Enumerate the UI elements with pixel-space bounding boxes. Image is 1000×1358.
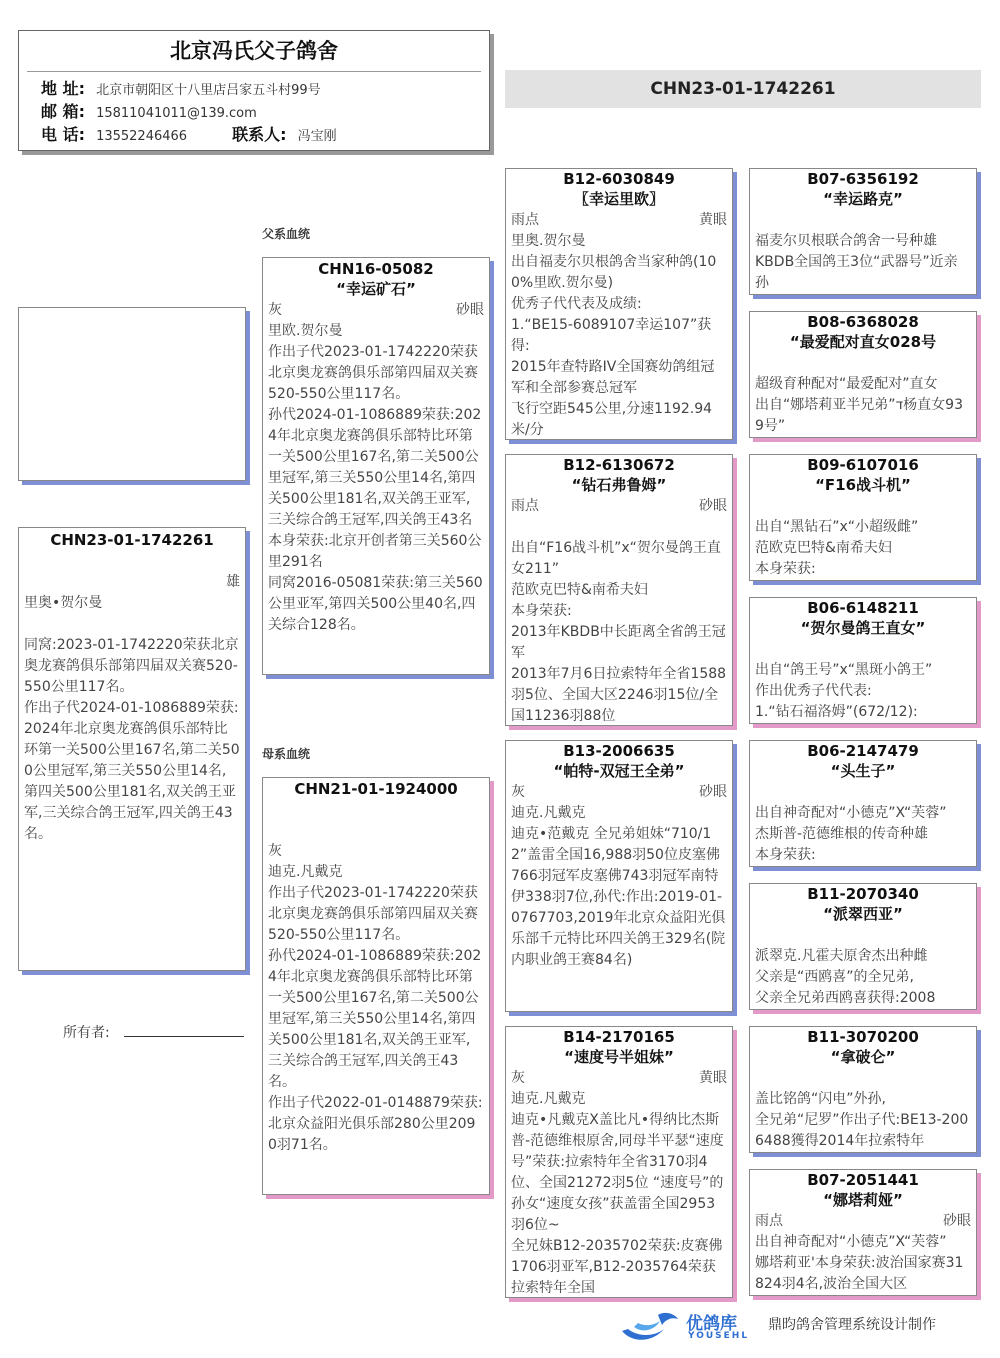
ggp-8-text: 出自神奇配对“小德克”X“芙蓉” 娜塔莉亚'本身荣获:波治国家赛31824羽4名,波治全国大区 [755, 1234, 964, 1292]
granddam-sire-card [505, 454, 733, 726]
gp-sd-ring: B12-6130672 [563, 456, 675, 474]
ggp-5-ring: B06-2147479 [807, 742, 919, 760]
credit-text: 鼎昀鸽舍管理系统设计制作 [768, 1317, 936, 1333]
sire-ring: CHN16-05082 [318, 260, 434, 278]
gp-ss-text: 里奥.贺尔曼 出自福麦尔贝根鸽舍当家种鸽(100%里欧.贺尔曼) 优秀子代代表及成绩: 1.“BE15-6089107幸运107”获得: 2015年查特路IV全国赛幼鸽组冠军和全部参赛总冠军 飞行空距545公里,分速1192.94米/分 [511, 233, 717, 438]
dam-ring: CHN21-01-1924000 [294, 780, 458, 798]
subject-text: 同窝:2023-01-1742220荣获北京奥龙赛鸽俱乐部第四届双关赛520-550公里117名。 作出子代2024-01-1086889荣获:2024年北京奥龙赛鸽俱乐部特比环第一关500公里167名,第二关500公里冠军,第三关550公里14名,第四关500公里181名,双关鸽王亚军,三关综合鸽王冠军,四关鸽王43名。 [24, 637, 240, 842]
dam-card [262, 777, 490, 1195]
yousehl-logo-icon [618, 1307, 682, 1347]
sire-card [262, 257, 490, 675]
phone-label: 电 话: [41, 125, 85, 144]
ggp-8-ring: B07-2051441 [807, 1171, 919, 1189]
sire-color: 灰 [268, 302, 282, 318]
gp-ds-text: 迪克.凡戴克 迪克•范戴克 全兄弟姐妹“710/12”盖雷全国16,988羽50位皮塞佛766羽冠军皮塞佛743羽冠军南特伊338羽7位,孙代:作出:2019-01-0767703,2019年北京众益阳光俱乐部千元特比环四关鸽王329名(院内职业鸽王赛84名) [511, 805, 726, 968]
subject-ring: CHN23-01-1742261 [50, 531, 214, 549]
address-value: 北京市朝阳区十八里店吕家五斗村99号 [96, 83, 321, 98]
gp-dd-eye: 黄眼 [699, 1070, 727, 1086]
address-label: 地 址: [41, 79, 85, 98]
pedigree-header-ring: CHN23-01-1742261 [505, 70, 981, 108]
gp-ss-color: 雨点 [511, 212, 539, 228]
granddam-dam-card [505, 1026, 733, 1298]
ggp-1-text: 福麦尔贝根联合鸽舍一号种雄 KBDB全国鸽王3位“武器号”近亲孙 [755, 233, 958, 291]
gp-sd-text: 出自“F16战斗机”x“贺尔曼鸽王直女211” 范欧克巴特&南希夫妇 本身荣获: 2013年KBDB中长距离全省鸽王冠军 2013年7月6日拉索特年全省1588羽5位、全国大区2246羽15位/全国11236羽88位 [511, 540, 727, 724]
contact-label: 联系人: [232, 125, 287, 144]
subject-card [18, 527, 246, 971]
sire-name: “幸运矿石” [336, 280, 416, 298]
ggp-3-ring: B09-6107016 [807, 456, 919, 474]
ggp-4-text: 出自“鸽王号”x“黑斑小鸽王” 作出优秀子代代表: 1.“钻石福洛姆”(672/12): [755, 662, 933, 720]
pigeon-photo [18, 307, 246, 481]
mother-line-label: 母系血统 [262, 747, 311, 761]
ggp-7-name: “拿破仑” [830, 1048, 896, 1066]
father-line-label: 父系血统 [262, 227, 311, 241]
sire-text: 里欧.贺尔曼 作出子代2023-01-1742220荣获北京奥龙赛鸽俱乐部第四届双关赛520-550公里117名。 孙代2024-01-1086889荣获:2024年北京奥龙赛鸽俱乐部特比环第一关500公里167名,第二关500公里冠军,第三关550公里14名,第四关500公里181名,双关鸽王亚军,三关综合鸽王冠军,四关鸽王43名 本身荣获:北京开创者第三关560公里291名 同窝2016-05081荣获:第三关560公里亚军,第四关500公里40名,四关综合128名。 [268, 323, 483, 633]
ggp-6-text: 派翠克.凡霍夫原舍杰出种雌 父亲是“西鸥喜”的全兄弟, 父亲全兄弟西鸥喜获得:2008 [755, 948, 936, 1006]
gp-dd-name: “速度号半姐妹” [564, 1048, 674, 1066]
subject-sex: 雄 [226, 574, 240, 590]
ggp-2-text: 超级育种配对“最爱配对”直女 出自“娜塔莉亚半兄弟”ד杨直女939号” [755, 376, 963, 434]
ggp-5-text: 出自神奇配对“小德克”X“芙蓉” 杰斯普-范德维根的传奇种雄 本身荣获: [755, 805, 947, 863]
brand-name: 优鸽库 [686, 1314, 737, 1334]
gp-ss-eye: 黄眼 [699, 212, 727, 228]
loft-name: 北京冯氏父子鸽舍 [170, 39, 338, 63]
gp-ss-name: 〖幸运里欧〗 [573, 190, 664, 208]
gp-sd-name: “钻石弗鲁姆” [571, 476, 667, 494]
brand-name-en: YOUSEHL [688, 1331, 750, 1341]
ggp-7-text: 盖比铭鸽“闪电”外孙, 全兄弟“尼罗”作出子代:BE13-2006488獲得2014年拉索特年 [755, 1091, 969, 1149]
ggp-card-2 [749, 311, 977, 438]
loft-info-card [18, 30, 490, 151]
gp-ds-ring: B13-2006635 [563, 742, 675, 760]
ggp-1-ring: B07-6356192 [807, 170, 919, 188]
dam-name [263, 799, 489, 820]
ggp-8-name: “娜塔莉娅” [823, 1191, 903, 1209]
gp-ss-ring: B12-6030849 [563, 170, 675, 188]
sire-eye: 砂眼 [456, 302, 484, 318]
ggp-card-5 [749, 740, 977, 867]
contact-value: 冯宝刚 [297, 129, 337, 144]
phone-value: 13552246466 [96, 129, 188, 144]
ggp-1-name: “幸运路克” [823, 190, 903, 208]
ggp-card-3 [749, 454, 977, 581]
ggp-4-ring: B06-6148211 [807, 599, 919, 617]
ggp-2-name: “最爱配对直女028号 [789, 333, 937, 351]
dam-color: 灰 [268, 843, 282, 859]
ggp-card-4 [749, 597, 977, 724]
gp-ds-name: “帕特-双冠王全弟” [553, 762, 685, 780]
ggp-4-name: “贺尔曼鸽王直女” [800, 619, 926, 637]
gp-ds-color: 灰 [511, 784, 525, 800]
owner-field[interactable] [63, 1022, 244, 1042]
dam-text: 迪克.凡戴克 作出子代2023-01-1742220荣获北京奥龙赛鸽俱乐部第四届双关赛520-550公里117名。 孙代2024-01-1086889荣获:2024年北京奥龙赛鸽俱乐部特比环第一关500公里167名,第二关500公里冠军,第三关550公里14名,第四关500公里181名,双关鸽王亚军,三关综合鸽王冠军,四关鸽王43名。 作出子代2022-01-0148879荣获:北京众益阳光俱乐部280公里2090羽71名。 [268, 864, 483, 1153]
ggp-3-text: 出自“黑钻石”x“小超级雌” 范欧克巴特&南希夫妇 本身荣获: [755, 519, 919, 577]
gp-sd-color: 雨点 [511, 498, 539, 514]
gp-dd-ring: B14-2170165 [563, 1028, 675, 1046]
ggp-card-6 [749, 883, 977, 1010]
owner-label: 所有者: [63, 1025, 110, 1041]
ggp-3-name: “F16战斗机” [815, 476, 911, 494]
grandsire-sire-card [505, 168, 733, 440]
grandsire-dam-card [505, 740, 733, 1012]
ggp-card-8 [749, 1169, 977, 1296]
gp-ds-eye: 砂眼 [699, 784, 727, 800]
ggp-8-eye: 砂眼 [943, 1213, 971, 1229]
email-label: 邮 箱: [41, 102, 85, 121]
ggp-2-ring: B08-6368028 [807, 313, 919, 331]
email-value[interactable]: 15811041011@139.com [96, 106, 257, 121]
subject-line: 里奥•贺尔曼 [24, 595, 103, 611]
ggp-card-7 [749, 1026, 977, 1153]
ggp-6-name: “派翠西亚” [823, 905, 903, 923]
ggp-7-ring: B11-3070200 [807, 1028, 919, 1046]
ggp-5-name: “头生子” [830, 762, 896, 780]
gp-dd-text: 迪克.凡戴克 迪克•凡戴克X盖比凡•得纳比杰斯普-范德维根原舍,同母半平瑟“速度号”荣获:拉索特年全省3170羽4位、全国21272羽5位 “速度号”的孙女“速度女孩”获盖雷全国2953羽6位~ 全兄妹B12-2035702荣获:皮赛佛1706羽亚军,B12-2035764荣获拉索特年全国 [511, 1091, 724, 1296]
ggp-6-ring: B11-2070340 [807, 885, 919, 903]
ggp-card-1 [749, 168, 977, 295]
footer [618, 1305, 978, 1349]
ggp-8-color: 雨点 [755, 1213, 783, 1229]
gp-sd-eye: 砂眼 [699, 498, 727, 514]
gp-dd-color: 灰 [511, 1070, 525, 1086]
